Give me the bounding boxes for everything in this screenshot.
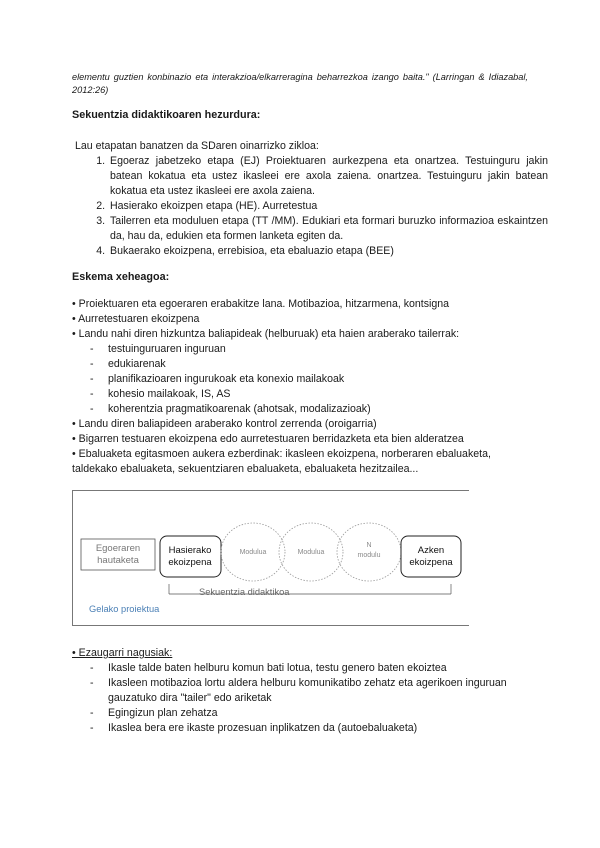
box-initial-line2: ekoizpena <box>168 557 212 568</box>
intro-text: Lau etapatan banatzen da SDaren oinarrizko zikloa: <box>75 140 319 152</box>
stage-item: 4. Bukaerako ekoizpena, errebisioa, eta ebaluazio etapa (BEE) <box>108 244 548 259</box>
sequence-label: Sekuentzia didaktikoa <box>199 587 290 597</box>
sub-item: - testuinguruaren inguruan <box>90 342 532 357</box>
module-label-3b: modulu <box>357 552 381 559</box>
bullet-item: • Bigarren testuaren ekoizpena edo aurretestuaren berridazketa eta bien alderatzea <box>72 433 464 445</box>
feature-item: - Ikasleen motibazioa lortu aldera helburu komunikatibo zehatz eta agerikoen inguruan gauzatuko dira "tailer" edo ariketak <box>90 676 532 706</box>
module-label-3a: N <box>366 542 372 549</box>
module-label-1: Modulua <box>239 549 267 556</box>
feature-item: - Ikaslea bera ere ikaste prozesuan inplikatzen da (autoebaluaketa) <box>90 721 532 736</box>
bullet-item: • Landu diren baliapideen araberako kontrol zerrenda (oroigarria) <box>72 418 377 430</box>
stage-item: 3. Tailerren eta moduluen etapa (TT /MM). Edukiari eta formari buruzko informazioa eskaintzen da, hau da, edukien eta formen lanketa egiten da. <box>108 214 548 244</box>
box-final-line1: Azken <box>417 545 445 556</box>
sub-item: - edukiarenak <box>90 357 532 372</box>
bullet-item: • Ebaluaketa egitasmoen aukera ezberdinak: ikasleen ekoizpena, norberaren ebaluaketa, taldekako ebaluaketa, sekuentziaren ebaluaketa, ebaluaketa hezitzailea... <box>72 448 491 475</box>
section-heading-detailed: Eskema xeheagoa: <box>72 271 170 283</box>
feature-item: - Ikasle talde baten helburu komun bati lotua, testu genero baten ekoiztea <box>90 661 532 676</box>
sequence-diagram <box>72 490 469 626</box>
features-list <box>72 661 532 736</box>
stage-item: 1. Egoeraz jabetzeko etapa (EJ) Proiektuaren aurkezpena eta onartzea. Testuinguru jakin batean kokatua eta ustez ikasleei ere axola zaiena. onartzea. Testuinguru jakin batean kokatua eta ustez ikasleei ere axola zaiena. <box>108 154 548 199</box>
workshop-sublist <box>72 342 532 417</box>
stages-list <box>90 154 548 259</box>
section-heading-skeleton: Sekuentzia didaktikoaren hezurdura: <box>72 109 261 121</box>
sub-item: - planifikazioaren ingurukoak eta konexio mailakoak <box>90 372 532 387</box>
sub-item: - koherentzia pragmatikoarenak (ahotsak, modalizazioak) <box>90 402 532 417</box>
box-situation-line2: hautaketa <box>97 555 139 566</box>
project-label: Gelako proiektua <box>89 604 160 614</box>
module-label-2: Modulua <box>297 549 325 556</box>
bullet-item: • Proiektuaren eta egoeraren erabakitze lana. Motibazioa, hitzarmena, kontsigna <box>72 298 450 310</box>
box-final-line2: ekoizpena <box>409 557 453 568</box>
stage-item: 2. Hasierako ekoizpen etapa (HE). Aurretestua <box>108 199 548 214</box>
box-initial-line1: Hasierako <box>168 545 212 556</box>
features-title: • Ezaugarri nagusiak: <box>72 647 173 659</box>
detailed-bullets <box>72 297 532 477</box>
bullet-item: • Aurretestuaren ekoizpena <box>72 313 200 325</box>
bullet-item: • Landu nahi diren hizkuntza baliapideak (helburuak) eta haien araberako tailerrak: <box>72 328 460 340</box>
main-features <box>72 646 532 736</box>
citation-quote: elementu guztien konbinazio eta interakzioa/elkarreragina beharrezkoa izango baita." (Larringan & Idiazabal, 2012:26) <box>72 72 528 95</box>
sub-item: - kohesio mailakoak, IS, AS <box>90 387 532 402</box>
feature-item: - Egingizun plan zehatza <box>90 706 532 721</box>
box-situation-line1: Egoeraren <box>95 543 141 554</box>
